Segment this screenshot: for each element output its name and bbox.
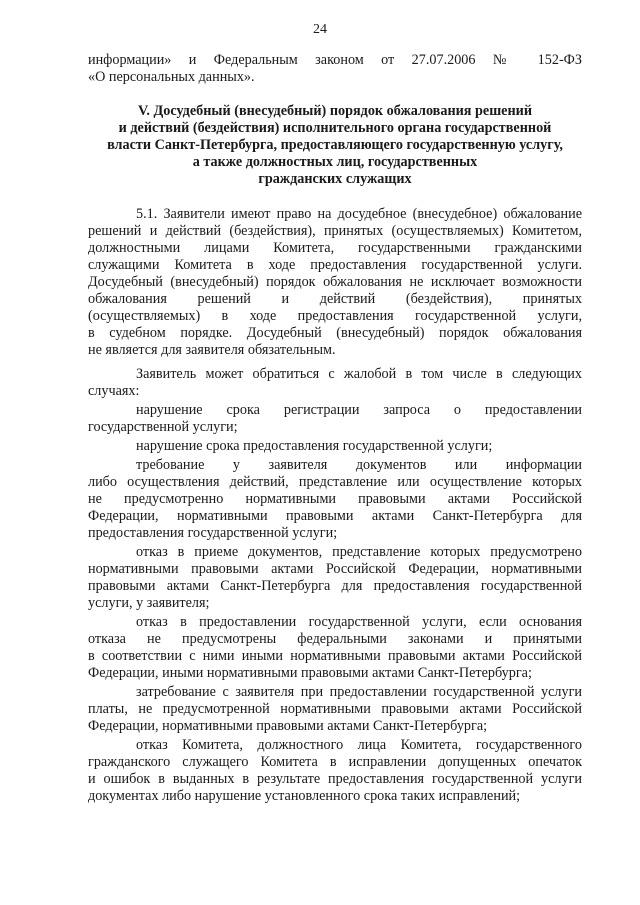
section-heading-line: гражданских служащих: [258, 171, 412, 187]
text-line: отказ Комитета, должностного лица Комитета, государственного: [136, 737, 582, 753]
section-heading-line: власти Санкт-Петербурга, предоставляющего государственную услугу,: [107, 137, 563, 153]
text-line: «О персональных данных».: [88, 69, 255, 85]
text-line: не предусмотренно нормативными правовыми актами Российской: [88, 491, 582, 507]
text-line: услуги, у заявителя;: [88, 595, 210, 611]
text-line: в соответствии с ними иными нормативными правовыми актами Российской: [88, 648, 582, 664]
text-line: информации» и Федеральным законом от 27.07.2006 № 152-ФЗ: [88, 52, 582, 68]
text-line: либо осуществления действий, представление или осуществление которых: [88, 474, 582, 490]
text-line: должностными лицами Комитета, государственными гражданскими: [88, 240, 582, 256]
section-heading-line: V. Досудебный (внесудебный) порядок обжалования решений: [138, 103, 532, 119]
text-line: государственной услуги;: [88, 419, 238, 435]
text-line: Федерации, иными нормативными правовыми актами Санкт-Петербурга;: [88, 665, 532, 681]
text-line: нормативными правовыми актами Российской Федерации, нормативными: [88, 561, 582, 577]
text-line: Заявитель может обратиться с жалобой в том числе в следующих: [136, 366, 582, 382]
text-line: случаях:: [88, 383, 140, 399]
text-line: 5.1. Заявители имеют право на досудебное (внесудебное) обжалование: [136, 206, 582, 222]
text-line: (осуществляемых) в ходе предоставления государственной услуги,: [88, 308, 582, 324]
text-line: Федерации, нормативными правовыми актами Санкт-Петербурга для: [88, 508, 582, 524]
text-line: и ошибок в выданных в результате предоставления государственной услуги: [88, 771, 582, 787]
text-line: платы, не предусмотренной нормативными правовыми актами Российской: [88, 701, 582, 717]
text-line: документах либо нарушение установленного срока таких исправлений;: [88, 788, 521, 804]
text-line: Федерации, нормативными правовыми актами Санкт-Петербурга;: [88, 718, 488, 734]
text-line: служащими Комитета в ходе предоставления государственной услуги.: [88, 257, 582, 273]
text-line: предоставления государственной услуги;: [88, 525, 338, 541]
text-line: в судебном порядке. Досудебный (внесудебный) порядок обжалования: [88, 325, 582, 341]
text-line: отказ в предоставлении государственной услуги, если основания: [136, 614, 582, 630]
text-line: гражданского служащего Комитета в исправлении допущенных опечаток: [88, 754, 582, 770]
section-heading-line: а также должностных лиц, государственных: [192, 154, 478, 170]
text-line: решений и действий (бездействия), принятых (осуществляемых) Комитетом,: [88, 223, 582, 239]
text-line: затребование с заявителя при предоставлении государственной услуги: [136, 684, 582, 700]
text-line: нарушение срока предоставления государственной услуги;: [136, 438, 493, 454]
text-line: отказа не предусмотрены федеральными законами и принятыми: [88, 631, 582, 647]
text-line: обжалования решений и действий (бездействия), принятых: [88, 291, 582, 307]
page-number: 24: [313, 22, 327, 37]
section-heading-line: и действий (бездействия) исполнительного органа государственной: [118, 120, 552, 136]
text-line: требование у заявителя документов или информации: [136, 457, 582, 473]
text-line: Досудебный (внесудебный) порядок обжалования не исключает возможности: [88, 274, 582, 290]
text-line: правовыми актами Санкт-Петербурга для предоставления государственной: [88, 578, 582, 594]
text-line: отказ в приеме документов, представление которых предусмотрено: [136, 544, 582, 560]
text-line: не является для заявителя обязательным.: [88, 342, 336, 358]
text-line: нарушение срока регистрации запроса о предоставлении: [136, 402, 582, 418]
